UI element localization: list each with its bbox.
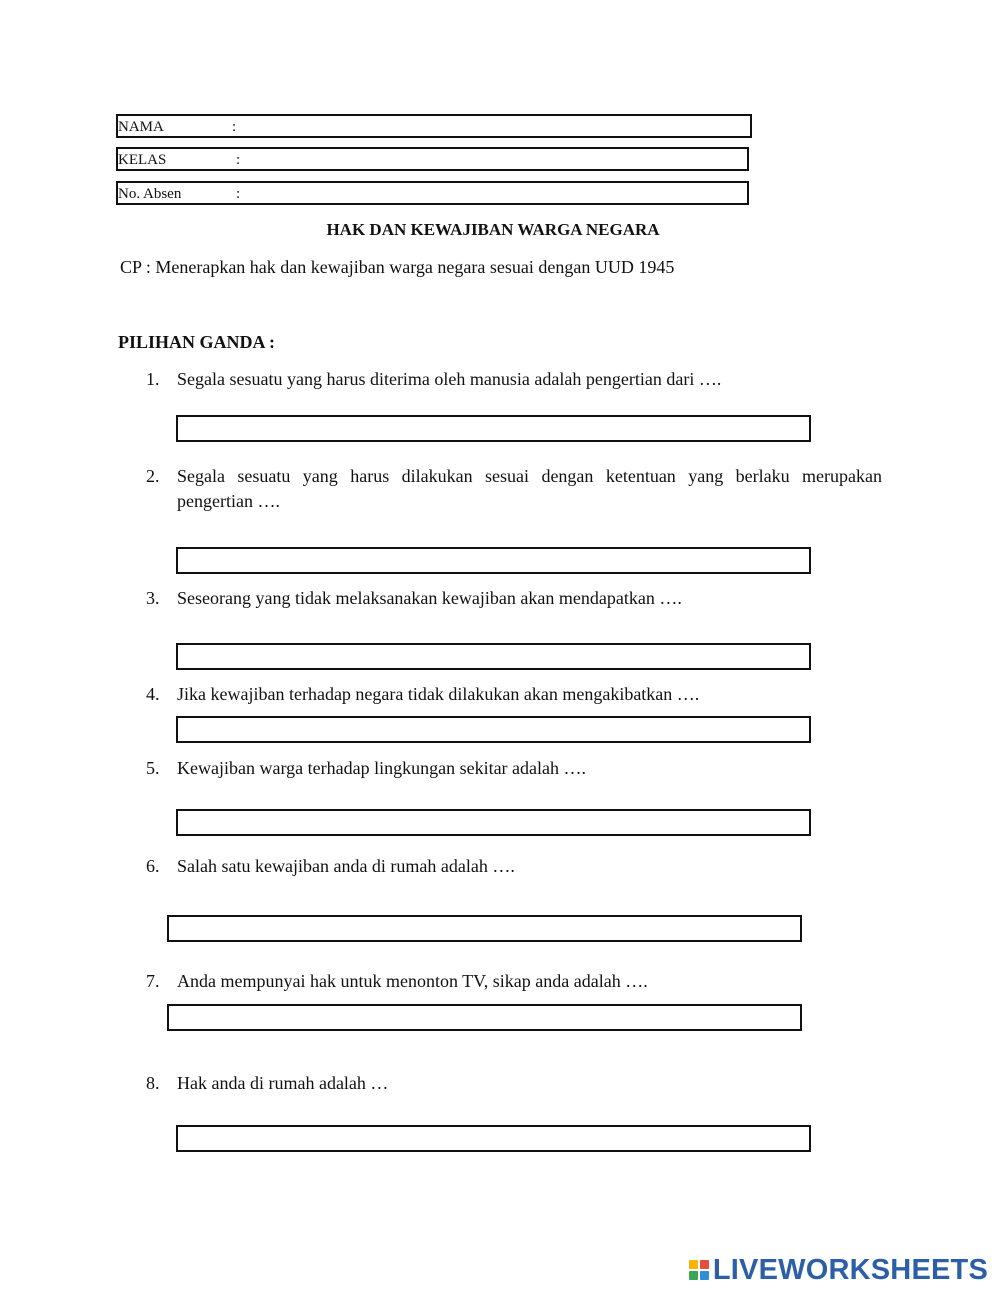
question-number: 5. bbox=[146, 758, 160, 778]
name-field-box[interactable] bbox=[116, 114, 752, 138]
question-text: Kewajiban warga terhadap lingkungan sekitar adalah …. bbox=[177, 758, 587, 778]
question-text-continued: pengertian …. bbox=[177, 491, 280, 511]
answer-input-4[interactable] bbox=[176, 716, 811, 743]
liveworksheets-logo bbox=[689, 1253, 988, 1287]
worksheet-title: HAK DAN KEWAJIBAN WARGA NEGARA bbox=[326, 220, 660, 239]
name-colon: : bbox=[232, 119, 237, 135]
question-text: Segala sesuatu yang harus diterima oleh manusia adalah pengertian dari …. bbox=[177, 369, 722, 389]
absen-field-box[interactable] bbox=[116, 181, 749, 205]
logo-square bbox=[700, 1260, 709, 1269]
class-label: KELAS bbox=[118, 152, 167, 168]
question-number: 6. bbox=[146, 856, 160, 876]
section-title: PILIHAN GANDA : bbox=[118, 332, 276, 352]
answer-input-5[interactable] bbox=[176, 809, 811, 836]
question-text: Anda mempunyai hak untuk menonton TV, sikap anda adalah …. bbox=[177, 971, 648, 991]
question-number: 3. bbox=[146, 588, 160, 608]
name-label: NAMA bbox=[118, 119, 164, 135]
logo-square bbox=[689, 1271, 698, 1280]
question-number: 7. bbox=[146, 971, 160, 991]
answer-input-6[interactable] bbox=[167, 915, 802, 942]
question-number: 8. bbox=[146, 1073, 160, 1093]
question-text: Seseorang yang tidak melaksanakan kewajiban akan mendapatkan …. bbox=[177, 588, 682, 608]
answer-input-8[interactable] bbox=[176, 1125, 811, 1152]
liveworksheets-logo-icon bbox=[689, 1260, 709, 1280]
logo-square bbox=[689, 1260, 698, 1269]
class-field-box[interactable] bbox=[116, 147, 749, 171]
answer-input-7[interactable] bbox=[167, 1004, 802, 1031]
question-text: Hak anda di rumah adalah … bbox=[177, 1073, 389, 1093]
answer-input-1[interactable] bbox=[176, 415, 811, 442]
absen-colon: : bbox=[236, 186, 241, 202]
question-text: Segala sesuatu yang harus dilakukan sesuai dengan ketentuan yang berlaku merupakan bbox=[177, 466, 882, 486]
learning-outcome-text: CP : Menerapkan hak dan kewajiban warga negara sesuai dengan UUD 1945 bbox=[120, 257, 675, 277]
absen-label: No. Absen bbox=[118, 186, 182, 202]
question-number: 4. bbox=[146, 684, 160, 704]
answer-input-3[interactable] bbox=[176, 643, 811, 670]
class-colon: : bbox=[236, 152, 241, 168]
question-text: Salah satu kewajiban anda di rumah adalah …. bbox=[177, 856, 515, 876]
question-text: Jika kewajiban terhadap negara tidak dilakukan akan mengakibatkan …. bbox=[177, 684, 700, 704]
logo-text: LIVEWORKSHEETS bbox=[712, 1254, 988, 1286]
answer-input-2[interactable] bbox=[176, 547, 811, 574]
question-number: 2. bbox=[146, 466, 160, 486]
question-number: 1. bbox=[146, 369, 160, 389]
logo-square bbox=[700, 1271, 709, 1280]
